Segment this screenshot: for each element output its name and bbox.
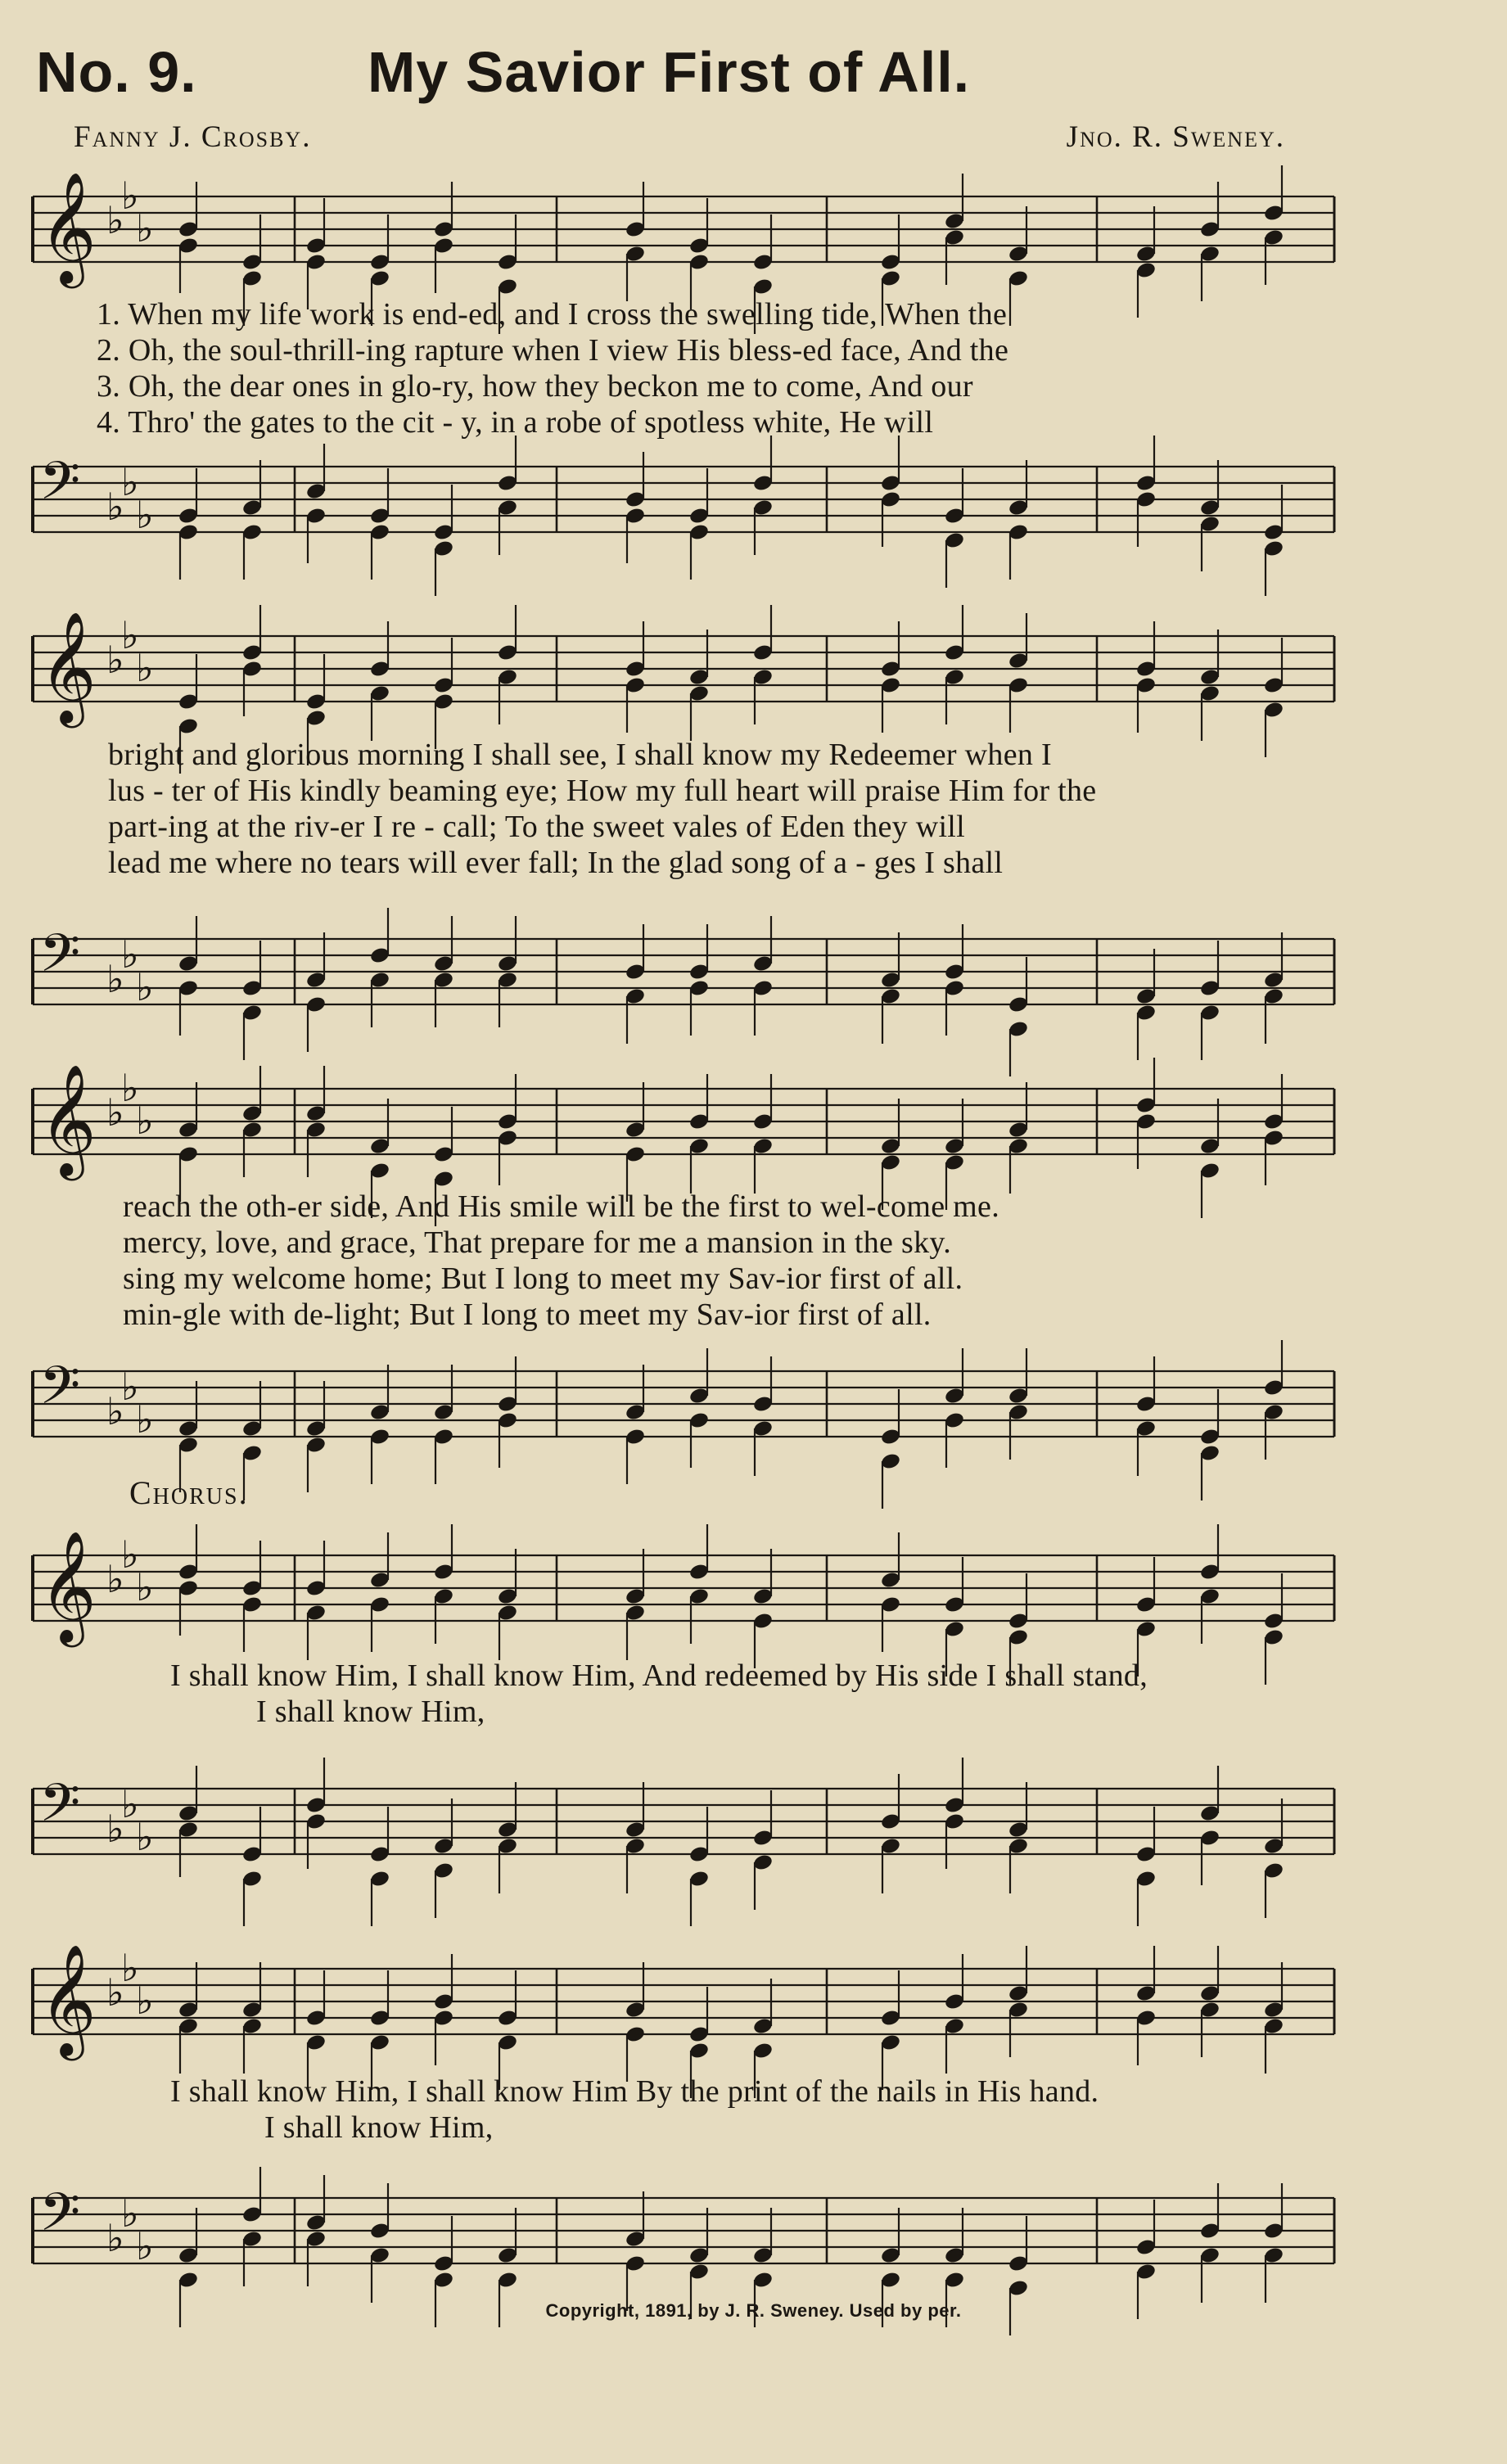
flat-icon: ♭ [106, 485, 124, 529]
flat-icon: ♭ [106, 1557, 124, 1601]
bass-staff-4 [25, 1768, 1359, 1875]
flat-icon: ♭ [136, 2224, 154, 2268]
flat-icon: ♭ [121, 932, 139, 977]
flat-icon: ♭ [121, 460, 139, 504]
treble-staff-4 [25, 1529, 1359, 1642]
flat-icon: ♭ [106, 2216, 124, 2260]
flat-icon: ♭ [106, 198, 124, 242]
flat-icon: ♭ [106, 638, 124, 682]
lyric-line: I shall know Him, [256, 1695, 485, 1729]
flat-icon: ♭ [121, 1532, 139, 1577]
bass-staff-2 [25, 918, 1359, 1025]
bass-clef-icon: 𝄢 [39, 451, 81, 525]
flat-icon: ♭ [121, 174, 139, 218]
lyric-line: I shall know Him, I shall know Him By the print of the nails in His hand. [170, 2074, 1099, 2109]
flat-icon: ♭ [121, 613, 139, 657]
flat-icon: ♭ [136, 1099, 154, 1143]
treble-staff-3 [25, 1063, 1359, 1176]
lyric-line: 3. Oh, the dear ones in glo-ry, how they beckon me to come, And our [97, 369, 973, 404]
flat-icon: ♭ [106, 1970, 124, 2015]
bass-staff-1 [25, 446, 1359, 553]
flat-icon: ♭ [121, 1782, 139, 1826]
hymn-title: My Savior First of All. [368, 40, 971, 104]
flat-icon: ♭ [106, 1389, 124, 1433]
bass-staff-5 [25, 2177, 1359, 2284]
composer: Jno. R. Sweney. [1066, 120, 1285, 154]
lyricist: Fanny J. Crosby. [74, 120, 312, 154]
lyric-line: lead me where no tears will ever fall; In the glad song of a - ges I shall [108, 846, 1004, 880]
treble-staff-5 [25, 1943, 1359, 2056]
flat-icon: ♭ [121, 1946, 139, 1990]
flat-icon: ♭ [136, 965, 154, 1009]
flat-icon: ♭ [136, 1565, 154, 1609]
lyric-line: reach the oth-er side, And His smile will be the first to wel-come me. [123, 1189, 999, 1224]
chorus-lyrics-1 [170, 1658, 1148, 1730]
treble-clef-icon: 𝄞 [39, 610, 97, 723]
verse-block-2 [108, 737, 1096, 881]
lyric-line: part-ing at the riv-er I re - call; To the sweet vales of Eden they will [108, 810, 966, 844]
flat-icon: ♭ [136, 206, 154, 250]
treble-clef-icon: 𝄞 [39, 1943, 97, 2056]
bass-clef-icon: 𝄢 [39, 1356, 81, 1429]
flat-icon: ♭ [106, 957, 124, 1001]
flat-icon: ♭ [136, 1815, 154, 1859]
flat-icon: ♭ [136, 1979, 154, 2023]
flat-icon: ♭ [121, 2191, 139, 2236]
treble-clef-icon: 𝄞 [39, 1063, 97, 1176]
treble-staff-2 [25, 610, 1359, 723]
bass-clef-icon: 𝄢 [39, 2182, 81, 2256]
bass-clef-icon: 𝄢 [39, 1773, 81, 1847]
treble-staff-1 [25, 170, 1359, 283]
lyric-line: I shall know Him, [264, 2110, 494, 2145]
flat-icon: ♭ [106, 1807, 124, 1851]
bass-staff-3 [25, 1351, 1359, 1457]
lyric-line: 1. When my life work is end-ed, and I cross the swelling tide, When the [97, 297, 1008, 332]
lyric-line: 4. Thro' the gates to the cit - y, in a robe of spotless white, He will [97, 405, 934, 440]
lyric-line: I shall know Him, I shall know Him, And redeemed by His side I shall stand, [170, 1658, 1148, 1693]
bass-clef-icon: 𝄢 [39, 923, 81, 997]
chorus-label: Chorus. [129, 1474, 249, 1511]
flat-icon: ♭ [121, 1066, 139, 1110]
treble-clef-icon: 𝄞 [39, 170, 97, 283]
lyric-line: sing my welcome home; But I long to meet my Sav-ior first of all. [123, 1261, 963, 1296]
credits [74, 120, 1285, 160]
flat-icon: ♭ [136, 493, 154, 537]
hymn-header [36, 39, 1411, 113]
treble-clef-icon: 𝄞 [39, 1529, 97, 1642]
hymn-number: No. 9. [36, 40, 197, 104]
lyric-line: min-gle with de-light; But I long to meet my Sav-ior first of all. [123, 1297, 932, 1332]
copyright-notice: Copyright, 1891, by J. R. Sweney. Used by per. [545, 2300, 962, 2321]
verse-block-3 [123, 1189, 999, 1333]
lyric-line: bright and glorious morning I shall see, I shall know my Redeemer when I [108, 738, 1052, 772]
lyric-line: 2. Oh, the soul-thrill-ing rapture when I view His bless-ed face, And the [97, 333, 1009, 368]
flat-icon: ♭ [106, 1090, 124, 1135]
flat-icon: ♭ [136, 646, 154, 690]
verse-block-1 [97, 296, 1008, 440]
chorus-lyrics-2 [170, 2074, 1099, 2146]
flat-icon: ♭ [121, 1365, 139, 1409]
lyric-line: mercy, love, and grace, That prepare for me a mansion in the sky. [123, 1225, 952, 1260]
flat-icon: ♭ [136, 1397, 154, 1442]
lyric-line: lus - ter of His kindly beaming eye; How my full heart will praise Him for the [108, 774, 1097, 808]
